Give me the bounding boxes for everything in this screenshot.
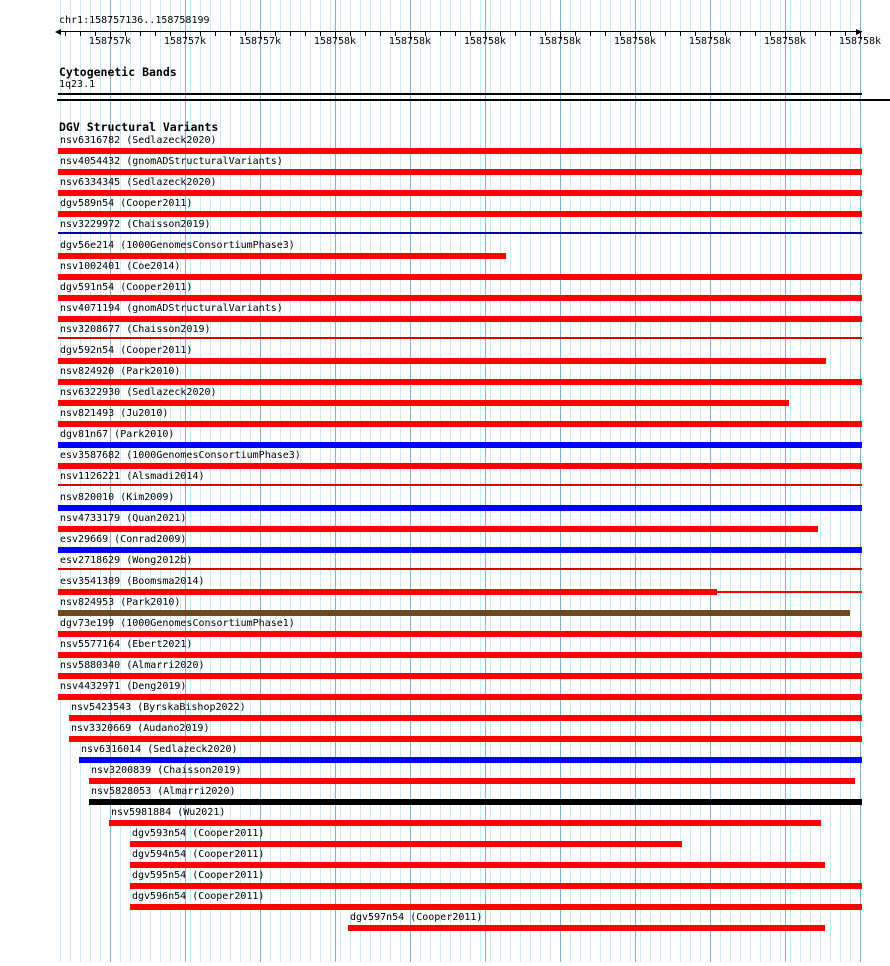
variant-label[interactable]: dgv56e214 (1000GenomesConsortiumPhase3) [60,240,295,251]
gridline-minor [700,0,701,962]
gridline-minor [380,0,381,962]
gridline-minor [440,0,441,962]
ruler-tick-minor [830,32,831,36]
ruler-tick-minor [380,32,381,36]
ruler-tick-minor [575,32,576,36]
gridline-minor [800,0,801,962]
ruler-tick-minor [425,32,426,36]
variant-label[interactable]: dgv595n54 (Cooper2011) [132,870,265,881]
gridline-minor [820,0,821,962]
gridline-major [785,0,786,962]
variant-label[interactable]: nsv5423543 (ByrskaBishop2022) [71,702,246,713]
variant-label[interactable]: dgv594n54 (Cooper2011) [132,849,265,860]
variant-bar[interactable] [130,862,825,868]
variant-bar[interactable] [58,442,862,448]
gridline-major [635,0,636,962]
ruler-tick-minor [500,32,501,36]
variant-label[interactable]: nsv3208677 (Chaisson2019) [60,324,211,335]
ruler-tick-minor [230,32,231,36]
region-title: chr1:158757136..158758199 [59,15,210,26]
ruler-right-arrow-icon [856,29,862,35]
gridline-minor [660,0,661,962]
gridline-minor [620,0,621,962]
variant-bar[interactable] [58,631,862,637]
variant-label[interactable]: nsv1002401 (Coe2014) [60,261,181,272]
gridline-major [560,0,561,962]
variant-label[interactable]: dgv81n67 (Park2010) [60,429,175,440]
ruler-tick-minor [815,32,816,36]
ruler-tick-minor [350,32,351,36]
gridline-minor [520,0,521,962]
variant-bar[interactable] [58,694,862,700]
variant-label[interactable]: nsv3229972 (Chaisson2019) [60,219,211,230]
variant-bar[interactable] [58,484,862,486]
variant-bar[interactable] [58,610,850,616]
ruler-tick-label: 158758k [313,36,357,47]
ruler-tick-minor [65,32,66,36]
variant-label[interactable]: nsv821493 (Ju2010) [60,408,169,419]
variant-bar[interactable] [130,904,862,910]
gridline-minor [740,0,741,962]
ruler-tick-label: 158758k [388,36,432,47]
gridline-minor [850,0,851,962]
ruler-tick-label: 158758k [463,36,507,47]
gridline-minor [550,0,551,962]
variant-bar[interactable] [58,253,506,259]
ruler-tick-label: 158758k [838,36,882,47]
ruler-tick-minor [365,32,366,36]
variant-label[interactable]: nsv4733179 (Quan2021) [60,513,187,524]
ruler-tick-minor [590,32,591,36]
gridline-minor [400,0,401,962]
cytoband-bar[interactable] [58,93,862,95]
variant-bar[interactable] [58,421,862,427]
gridline-minor [460,0,461,962]
gridline-minor [750,0,751,962]
variant-bar[interactable] [58,463,862,469]
variant-bar[interactable] [58,295,862,301]
ruler-tick-minor [305,32,306,36]
variant-bar[interactable] [58,547,862,553]
gridline-minor [690,0,691,962]
variant-bar[interactable] [58,400,789,406]
variant-bar[interactable] [130,883,862,889]
gridline-major [860,0,861,962]
variant-bar[interactable] [58,589,717,595]
gridline-minor [240,0,241,962]
ruler-tick-label: 158758k [538,36,582,47]
gridline-minor [310,0,311,962]
variant-bar[interactable] [58,358,826,364]
ruler-left-arrow-icon [55,29,61,35]
gridline-minor [280,0,281,962]
gridline-minor [330,0,331,962]
variant-label[interactable]: esv2718629 (Wong2012b) [60,555,193,566]
ruler-tick-minor [680,32,681,36]
ruler-tick-label: 158757k [163,36,207,47]
ruler-tick-label: 158758k [613,36,657,47]
variant-label[interactable]: nsv4432971 (Deng2019) [60,681,187,692]
variant-label[interactable]: dgv592n54 (Cooper2011) [60,345,193,356]
gridline-minor [650,0,651,962]
variant-bar[interactable] [58,379,862,385]
variant-label[interactable]: nsv4054432 (gnomADStructuralVariants) [60,156,283,167]
variant-label[interactable]: esv3587682 (1000GenomesConsortiumPhase3) [60,450,301,461]
ruler-tick-minor [125,32,126,36]
ruler-tick-label: 158757k [238,36,282,47]
gridline-minor [540,0,541,962]
variant-label[interactable]: nsv5880340 (Almarri2020) [60,660,205,671]
gridline-major [260,0,261,962]
gridline-minor [500,0,501,962]
gridline-major [485,0,486,962]
gridline-minor [300,0,301,962]
ruler-tick-minor [155,32,156,36]
gridline-minor [510,0,511,962]
variant-label[interactable]: nsv820010 (Kim2009) [60,492,175,503]
variant-label[interactable]: nsv5577164 (Ebert2021) [60,639,193,650]
variant-bar[interactable] [58,337,862,339]
gridline-minor [230,0,231,962]
gridline-minor [340,0,341,962]
variant-label[interactable]: nsv3320669 (Audano2019) [71,723,210,734]
gridline-minor [390,0,391,962]
gridline-minor [610,0,611,962]
variant-label[interactable]: esv3541389 (Boomsma2014) [60,576,205,587]
gridline-minor [720,0,721,962]
variant-label[interactable]: dgv73e199 (1000GenomesConsortiumPhase1) [60,618,295,629]
ruler-tick-minor [725,32,726,36]
gridline-minor [780,0,781,962]
ruler-tick-label: 158757k [88,36,132,47]
variant-label[interactable]: nsv6316782 (Sedlazeck2020) [60,135,217,146]
variant-bar[interactable] [130,841,682,847]
gridline-minor [770,0,771,962]
variant-bar[interactable] [58,505,862,511]
variant-bar[interactable] [58,148,862,154]
gridline-minor [430,0,431,962]
gridline-minor [370,0,371,962]
ruler-tick-minor [605,32,606,36]
gridline-minor [320,0,321,962]
gridline-minor [590,0,591,962]
gridline-minor [640,0,641,962]
variant-label[interactable]: nsv6316014 (Sedlazeck2020) [81,744,238,755]
cytobands-header: Cytogenetic Bands [59,65,177,79]
variant-label[interactable]: esv29669 (Conrad2009) [60,534,187,545]
variant-label[interactable]: nsv5828053 (Almarri2020) [91,786,236,797]
variant-label[interactable]: nsv6334345 (Sedlazeck2020) [60,177,217,188]
variant-label[interactable]: nsv824953 (Park2010) [60,597,181,608]
ruler-tick-label: 158758k [688,36,732,47]
gridline-minor [360,0,361,962]
variant-bar[interactable] [58,232,862,234]
variant-label[interactable]: nsv5981884 (Wu2021) [111,807,226,818]
variant-bar[interactable] [58,673,862,679]
gridline-minor [480,0,481,962]
gridline-minor [350,0,351,962]
variant-label[interactable]: nsv824920 (Park2010) [60,366,181,377]
gridline-minor [490,0,491,962]
variant-bar[interactable] [109,820,821,826]
gridline-minor [790,0,791,962]
ruler-tick-minor [755,32,756,36]
gridline-minor [450,0,451,962]
gridline-minor [840,0,841,962]
variant-bar[interactable] [69,715,862,721]
gridline-minor [250,0,251,962]
gridline-minor [290,0,291,962]
variant-bar-thin-tail[interactable] [717,591,862,593]
gridline-minor [810,0,811,962]
ruler-tick-minor [140,32,141,36]
ruler-tick-minor [200,32,201,36]
section-separator [57,99,890,101]
gridline-major [335,0,336,962]
gridline-minor [760,0,761,962]
variant-bar[interactable] [58,274,862,280]
variant-bar[interactable] [58,316,862,322]
ruler-tick-minor [455,32,456,36]
variant-label[interactable]: dgv589n54 (Cooper2011) [60,198,193,209]
ruler-tick-minor [800,32,801,36]
variant-bar[interactable] [58,568,862,570]
gridline-minor [830,0,831,962]
variant-label[interactable]: dgv596n54 (Cooper2011) [132,891,265,902]
variant-bar[interactable] [89,799,862,805]
gridline-minor [680,0,681,962]
cytoband-label: 1q23.1 [59,79,96,90]
variant-bar[interactable] [69,736,862,742]
ruler-tick-minor [275,32,276,36]
variant-label[interactable]: nsv3200839 (Chaisson2019) [91,765,242,776]
gridline-minor [730,0,731,962]
gridline-minor [420,0,421,962]
ruler-axis-line[interactable] [58,31,862,32]
ruler-tick-minor [515,32,516,36]
gridline-minor [600,0,601,962]
dgv-header: DGV Structural Variants [59,120,219,134]
gridline-minor [270,0,271,962]
variant-bar[interactable] [89,778,855,784]
ruler-tick-minor [740,32,741,36]
ruler-tick-minor [290,32,291,36]
ruler-tick-minor [530,32,531,36]
variant-bar[interactable] [58,652,862,658]
ruler-tick-minor [650,32,651,36]
ruler-tick-label: 158758k [763,36,807,47]
variant-label[interactable]: nsv1126221 (Alsmadi2014) [60,471,205,482]
variant-bar[interactable] [58,211,862,217]
variant-label[interactable]: dgv597n54 (Cooper2011) [350,912,483,923]
variant-label[interactable]: dgv593n54 (Cooper2011) [132,828,265,839]
variant-label[interactable]: nsv4071194 (gnomADStructuralVariants) [60,303,283,314]
variant-label[interactable]: nsv6322930 (Sedlazeck2020) [60,387,217,398]
gridline-minor [580,0,581,962]
variant-label[interactable]: dgv591n54 (Cooper2011) [60,282,193,293]
gridline-major [710,0,711,962]
ruler-tick-minor [440,32,441,36]
ruler-tick-minor [215,32,216,36]
variant-bar[interactable] [79,757,862,763]
variant-bar[interactable] [58,190,862,196]
gridline-minor [630,0,631,962]
variant-bar[interactable] [58,169,862,175]
gridline-minor [470,0,471,962]
variant-bar[interactable] [348,925,825,931]
variant-bar[interactable] [58,526,818,532]
gridline-major [410,0,411,962]
gridline-minor [670,0,671,962]
gridline-minor [530,0,531,962]
ruler-tick-minor [665,32,666,36]
ruler-tick-minor [80,32,81,36]
gridline-minor [570,0,571,962]
